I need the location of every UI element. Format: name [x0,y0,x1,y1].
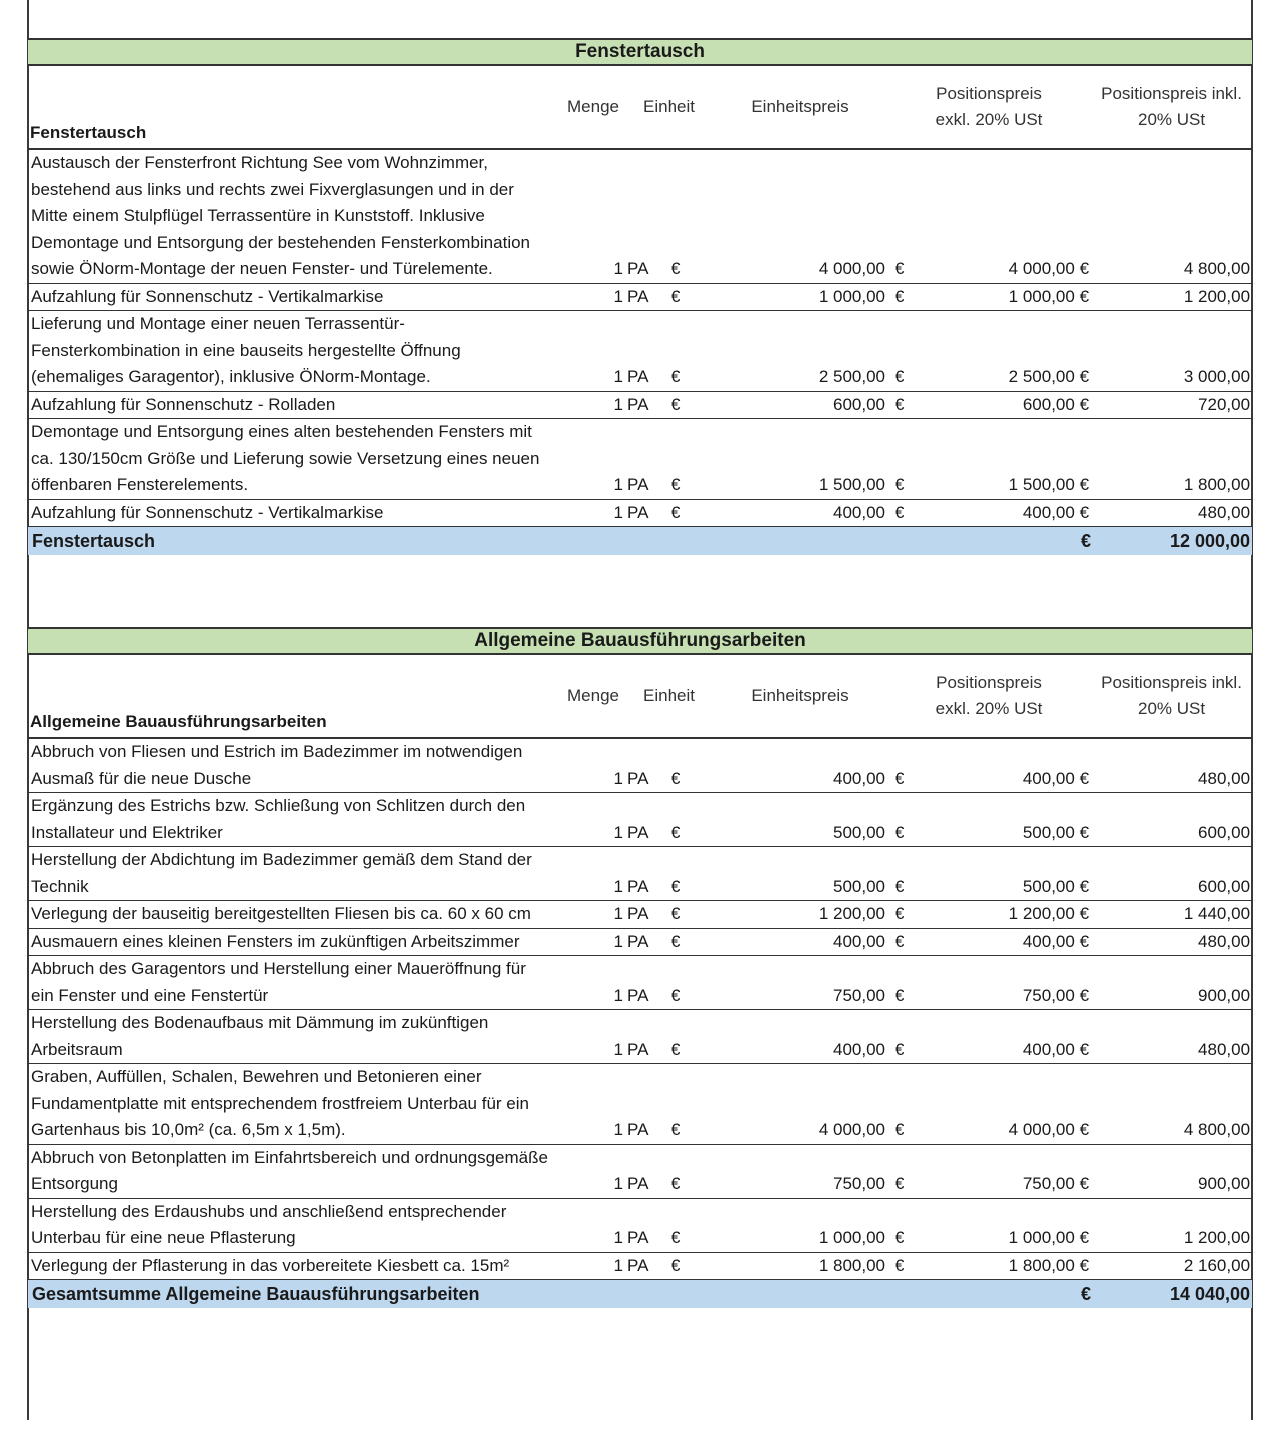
header-einheit: Einheit [643,685,695,705]
item-menge: 1 [613,1228,623,1247]
item-einheitspreis: 400,00 [833,502,886,522]
item-menge: 1 [613,1120,623,1139]
table-row [28,956,1252,1010]
item-einheit: PA [627,367,649,386]
item-positionspreis-exkl: 600,00 € [1022,394,1090,414]
item-positionspreis-exkl: 1 800,00 € [1008,1255,1090,1275]
item-currency: € [895,1228,905,1247]
table-row [28,419,1252,500]
item-currency: € [895,259,905,278]
table-header [28,66,1252,149]
item-einheitspreis: 400,00 [833,1039,886,1059]
item-positionspreis-exkl: 500,00 € [1022,822,1090,842]
item-currency: € [895,931,905,951]
item-positionspreis-inkl: 900,00 [1198,1174,1251,1193]
item-positionspreis-inkl: 1 200,00 [1183,286,1251,306]
item-description: Abbruch von Betonplatten im Einfahrtsbereich und ordnungsgemäße Entsorgung [31,1147,548,1193]
item-einheit: PA [627,985,649,1005]
item-currency: € [671,1174,681,1193]
item-menge: 1 [613,286,623,306]
item-einheitspreis: 4 000,00 [818,1120,886,1139]
item-einheit: PA [627,259,649,278]
item-einheitspreis: 1 200,00 [818,904,886,923]
item-menge: 1 [613,367,623,386]
item-einheit: PA [627,1039,649,1059]
item-currency: € [895,394,905,414]
table-row [28,283,1252,311]
item-menge: 1 [613,1039,623,1059]
item-positionspreis-exkl: 2 500,00 € [1008,367,1090,386]
item-positionspreis-inkl: 480,00 [1198,1039,1251,1059]
item-positionspreis-exkl: 1 200,00 € [1008,904,1090,923]
item-menge: 1 [613,768,623,788]
item-einheitspreis: 750,00 [833,1174,886,1193]
table-row [28,1252,1252,1280]
item-currency: € [895,876,905,896]
item-einheitspreis: 1 800,00 [818,1255,886,1275]
total-currency: € [917,527,1091,556]
total-currency: € [917,1280,1091,1309]
header-label: Allgemeine Bauausführungsarbeiten [30,711,327,731]
header-pos-exkl: Positionspreis exkl. 20% USt [935,673,1043,718]
item-positionspreis-exkl: 750,00 € [1022,1174,1090,1193]
cost-table [28,655,1252,1308]
item-description: Aufzahlung für Sonnenschutz - Vertikalmarkise [31,286,384,306]
item-einheit: PA [627,904,649,923]
table-row [28,738,1252,793]
item-currency: € [671,768,681,788]
item-description: Aufzahlung für Sonnenschutz - Vertikalmarkise [31,502,384,522]
table-row [28,847,1252,901]
item-einheitspreis: 2 500,00 [818,367,886,386]
item-description: Graben, Auffüllen, Schalen, Bewehren und Betonieren einer Fundamentplatte mit entsprechendem frostfreiem Unterbau für ein Gartenhaus bis 10,0m² (ca. 6,5m x 1,5m). [31,1067,529,1139]
item-einheit: PA [627,1174,649,1193]
item-einheit: PA [627,931,649,951]
item-currency: € [671,502,681,522]
header-einheit: Einheit [643,96,695,116]
item-currency: € [895,768,905,788]
item-description: Verlegung der Pflasterung in das vorbereitete Kiesbett ca. 15m² [31,1255,510,1275]
item-einheitspreis: 400,00 [833,931,886,951]
item-positionspreis-exkl: 4 000,00 € [1008,259,1090,278]
item-menge: 1 [613,1174,623,1193]
item-positionspreis-inkl: 600,00 [1198,822,1251,842]
item-menge: 1 [613,931,623,951]
cost-table [28,66,1252,555]
item-einheitspreis: 500,00 [833,876,886,896]
item-currency: € [671,286,681,306]
table-row [28,1198,1252,1252]
item-einheit: PA [627,1255,649,1275]
item-currency: € [671,931,681,951]
item-positionspreis-inkl: 480,00 [1198,768,1251,788]
item-description: Austausch der Fensterfront Richtung See vom Wohnzimmer, bestehend aus links und rechts zwei Fixverglasungen und in der Mitte einem Stulpflügel Terrassentüre in Kunststoff. Inklusive Demontage und Entsorgung der bestehenden Fensterkombination sowie ÖNorm-Montage der neuen Fenster- und Türelemente. [31,153,531,278]
table-header [28,655,1252,738]
table-row [28,1010,1252,1064]
table-row [28,1064,1252,1145]
total-label: Gesamtsumme Allgemeine Bauausführungsarbeiten [28,1280,917,1309]
item-positionspreis-inkl: 1 800,00 [1183,475,1251,494]
item-description: Abbruch des Garagentors und Herstellung einer Maueröffnung für ein Fenster und eine Fenstertür [31,959,526,1005]
item-description: Lieferung und Montage einer neuen Terrassentür-Fensterkombination in eine bauseits hergestellte Öffnung (ehemaliges Garagentor), inklusive ÖNorm-Montage. [31,314,461,386]
item-description: Abbruch von Fliesen und Estrich im Badezimmer im notwendigen Ausmaß für die neue Dusche [31,742,523,788]
item-menge: 1 [613,502,623,522]
item-einheit: PA [627,502,649,522]
item-menge: 1 [613,904,623,923]
table-row [28,391,1252,419]
item-currency: € [671,259,681,278]
header-label: Fenstertausch [30,122,147,142]
item-currency: € [895,1255,905,1275]
item-currency: € [671,1039,681,1059]
item-positionspreis-inkl: 2 160,00 [1183,1255,1251,1275]
table-row [28,311,1252,392]
item-einheit: PA [627,822,649,842]
item-positionspreis-inkl: 900,00 [1198,985,1251,1005]
item-currency: € [895,502,905,522]
total-row [28,1280,1252,1309]
item-einheitspreis: 1 000,00 [818,286,886,306]
item-einheit: PA [627,1120,649,1139]
item-einheitspreis: 500,00 [833,822,886,842]
item-positionspreis-inkl: 3 000,00 [1183,367,1251,386]
item-currency: € [895,1120,905,1139]
item-positionspreis-exkl: 750,00 € [1022,985,1090,1005]
item-description: Herstellung des Erdaushubs und anschließend entsprechender Unterbau für eine neue Pflasterung [31,1201,507,1247]
item-positionspreis-inkl: 4 800,00 [1183,259,1251,278]
item-currency: € [895,475,905,494]
item-currency: € [671,876,681,896]
item-positionspreis-exkl: 1 000,00 € [1008,286,1090,306]
item-positionspreis-inkl: 480,00 [1198,502,1251,522]
item-einheitspreis: 1 500,00 [818,475,886,494]
item-einheit: PA [627,286,649,306]
item-einheitspreis: 600,00 [833,394,886,414]
header-einheitspreis: Einheitspreis [751,96,849,116]
item-einheitspreis: 400,00 [833,768,886,788]
item-positionspreis-exkl: 4 000,00 € [1008,1120,1090,1139]
section-title: Fenstertausch [28,38,1252,66]
table-row [28,793,1252,847]
item-einheit: PA [627,768,649,788]
item-currency: € [895,1174,905,1193]
item-einheit: PA [627,394,649,414]
item-description: Demontage und Entsorgung eines alten bestehenden Fensters mit ca. 130/150cm Größe und Lieferung sowie Versetzung eines neuen öffenbaren Fensterelements. [31,422,540,494]
header-pos-exkl: Positionspreis exkl. 20% USt [935,84,1043,129]
item-currency: € [671,367,681,386]
item-currency: € [895,286,905,306]
item-einheit: PA [627,1228,649,1247]
item-currency: € [671,1120,681,1139]
section-fenstertausch [28,38,1252,555]
item-menge: 1 [613,822,623,842]
table-row [28,499,1252,527]
item-currency: € [671,985,681,1005]
item-einheitspreis: 750,00 [833,985,886,1005]
item-menge: 1 [613,259,623,278]
item-description: Aufzahlung für Sonnenschutz - Rolladen [31,394,336,414]
item-positionspreis-inkl: 600,00 [1198,876,1251,896]
item-currency: € [671,475,681,494]
item-positionspreis-exkl: 500,00 € [1022,876,1090,896]
total-row [28,527,1252,556]
item-positionspreis-exkl: 400,00 € [1022,768,1090,788]
item-einheit: PA [627,475,649,494]
item-menge: 1 [613,1255,623,1275]
item-menge: 1 [613,394,623,414]
total-value: 12 000,00 [1091,527,1252,556]
item-currency: € [671,904,681,923]
header-pos-inkl: Positionspreis inkl. 20% USt [1101,673,1242,718]
item-positionspreis-inkl: 720,00 [1198,394,1251,414]
section-allgemeine-bauausfuehrungsarbeiten [28,627,1252,1308]
item-currency: € [895,822,905,842]
item-einheit: PA [627,876,649,896]
item-menge: 1 [613,985,623,1005]
item-currency: € [671,1228,681,1247]
item-positionspreis-inkl: 4 800,00 [1183,1120,1251,1139]
item-description: Verlegung der bauseitig bereitgestellten Fliesen bis ca. 60 x 60 cm [31,904,531,923]
total-value: 14 040,00 [1091,1280,1252,1309]
table-row [28,1144,1252,1198]
header-menge: Menge [567,685,619,705]
item-description: Ergänzung des Estrichs bzw. Schließung von Schlitzen durch den Installateur und Elektriker [31,796,526,842]
section-title: Allgemeine Bauausführungsarbeiten [28,627,1252,655]
item-positionspreis-exkl: 1 000,00 € [1008,1228,1090,1247]
header-menge: Menge [567,96,619,116]
item-positionspreis-exkl: 400,00 € [1022,931,1090,951]
item-currency: € [671,394,681,414]
item-currency: € [895,904,905,923]
item-positionspreis-inkl: 1 440,00 [1183,904,1251,923]
item-description: Herstellung des Bodenaufbaus mit Dämmung im zukünftigen Arbeitsraum [31,1013,489,1059]
item-currency: € [895,985,905,1005]
item-currency: € [895,1039,905,1059]
item-currency: € [671,822,681,842]
item-einheitspreis: 4 000,00 [818,259,886,278]
table-row [28,928,1252,956]
item-menge: 1 [613,475,623,494]
item-menge: 1 [613,876,623,896]
item-positionspreis-exkl: 1 500,00 € [1008,475,1090,494]
table-row [28,901,1252,929]
item-description: Herstellung der Abdichtung im Badezimmer gemäß dem Stand der Technik [31,850,532,896]
header-pos-inkl: Positionspreis inkl. 20% USt [1101,84,1242,129]
item-currency: € [895,367,905,386]
item-positionspreis-inkl: 480,00 [1198,931,1251,951]
item-currency: € [671,1255,681,1275]
item-einheitspreis: 1 000,00 [818,1228,886,1247]
item-description: Ausmauern eines kleinen Fensters im zukünftigen Arbeitszimmer [31,931,520,951]
total-label: Fenstertausch [28,527,917,556]
table-row [28,149,1252,283]
header-einheitspreis: Einheitspreis [751,685,849,705]
item-positionspreis-exkl: 400,00 € [1022,502,1090,522]
item-positionspreis-inkl: 1 200,00 [1183,1228,1251,1247]
item-positionspreis-exkl: 400,00 € [1022,1039,1090,1059]
